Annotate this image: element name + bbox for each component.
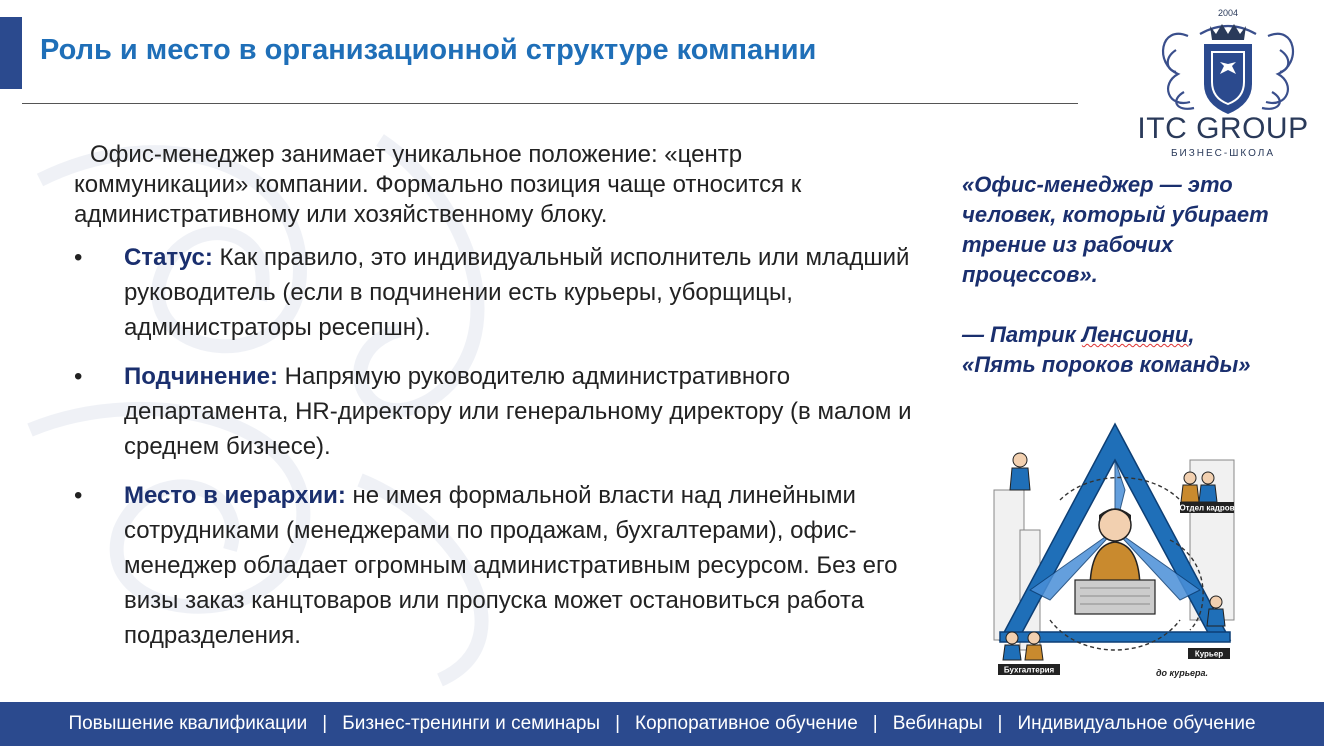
- bullet-marker: •: [74, 244, 83, 271]
- list-item-status: [74, 240, 924, 345]
- label-accounting: Бухгалтерия: [1003, 665, 1055, 675]
- logo-subtitle: БИЗНЕС-ШКОЛА: [1170, 148, 1275, 159]
- quote-text: «Офис-менеджер — это человек, который убирает трение из рабочих процессов».: [962, 172, 1269, 287]
- page-title: Роль и место в организационной структуре компании: [40, 34, 817, 66]
- label-courier: Курьер: [1194, 649, 1224, 659]
- footer-item-corporate[interactable]: Корпоративное обучение: [635, 713, 858, 734]
- bullet-marker: •: [74, 363, 83, 390]
- item-label: Подчинение:: [124, 363, 278, 390]
- footer-separator: |: [322, 713, 328, 734]
- footer-separator: |: [997, 713, 1003, 734]
- title-accent-bar: [0, 17, 22, 89]
- item-text: Как правило, это индивидуальный исполнитель или младший руководитель (если в подчинении есть курьеры, уборщицы, администраторы ресепшн).: [124, 244, 910, 341]
- logo-year: 2004: [1217, 8, 1239, 18]
- list-item-subordination: [74, 359, 924, 464]
- footer-separator: |: [872, 713, 878, 734]
- item-label: Статус:: [124, 244, 213, 271]
- author-suffix: ,: [1188, 322, 1195, 347]
- item-label: Место в иерархии:: [124, 482, 346, 509]
- item-text: не имея формальной власти над линейными сотрудниками (менеджерами по продажам, бухгалтерами), офис-менеджер обладает огромным административным ресурсом. Без его визы заказ канцтоваров или пропуска может остановиться работа подразделения.: [124, 482, 898, 649]
- item-text: Напрямую руководителю административного департамента, HR-директору или генеральному директору (в малом и среднем бизнесе).: [124, 363, 912, 460]
- list-item-hierarchy: [74, 478, 924, 653]
- title-divider: [22, 103, 1078, 104]
- footer-item-webinars[interactable]: Вебинары: [892, 713, 983, 734]
- footer-item-qualification[interactable]: Повышение квалификации: [68, 713, 308, 734]
- author-name: Ленсиони: [1081, 322, 1189, 347]
- logo-name: ITC GROUP: [1137, 112, 1309, 145]
- label-to-courier: до курьера.: [1155, 668, 1209, 678]
- intro-paragraph: Офис-менеджер занимает уникальное положение: «центр коммуникации» компании. Формально позиция чаще относится к административному или хозяйственному блоку.: [74, 141, 802, 228]
- footer-separator: |: [615, 713, 621, 734]
- bullet-marker: •: [74, 482, 83, 509]
- author-prefix: — Патрик: [962, 322, 1082, 347]
- key-points-list: [74, 240, 924, 667]
- office-manager-illustration: [990, 420, 1240, 682]
- footer-bar: [0, 702, 1324, 746]
- quote-book: «Пять пороков команды»: [962, 352, 1251, 377]
- footer-item-trainings[interactable]: Бизнес-тренинги и семинары: [342, 713, 601, 734]
- footer-item-individual[interactable]: Индивидуальное обучение: [1017, 713, 1256, 734]
- label-hr: Отдел кадров: [1179, 503, 1235, 513]
- quote-block: [962, 170, 1312, 380]
- quote-author: [962, 320, 1312, 350]
